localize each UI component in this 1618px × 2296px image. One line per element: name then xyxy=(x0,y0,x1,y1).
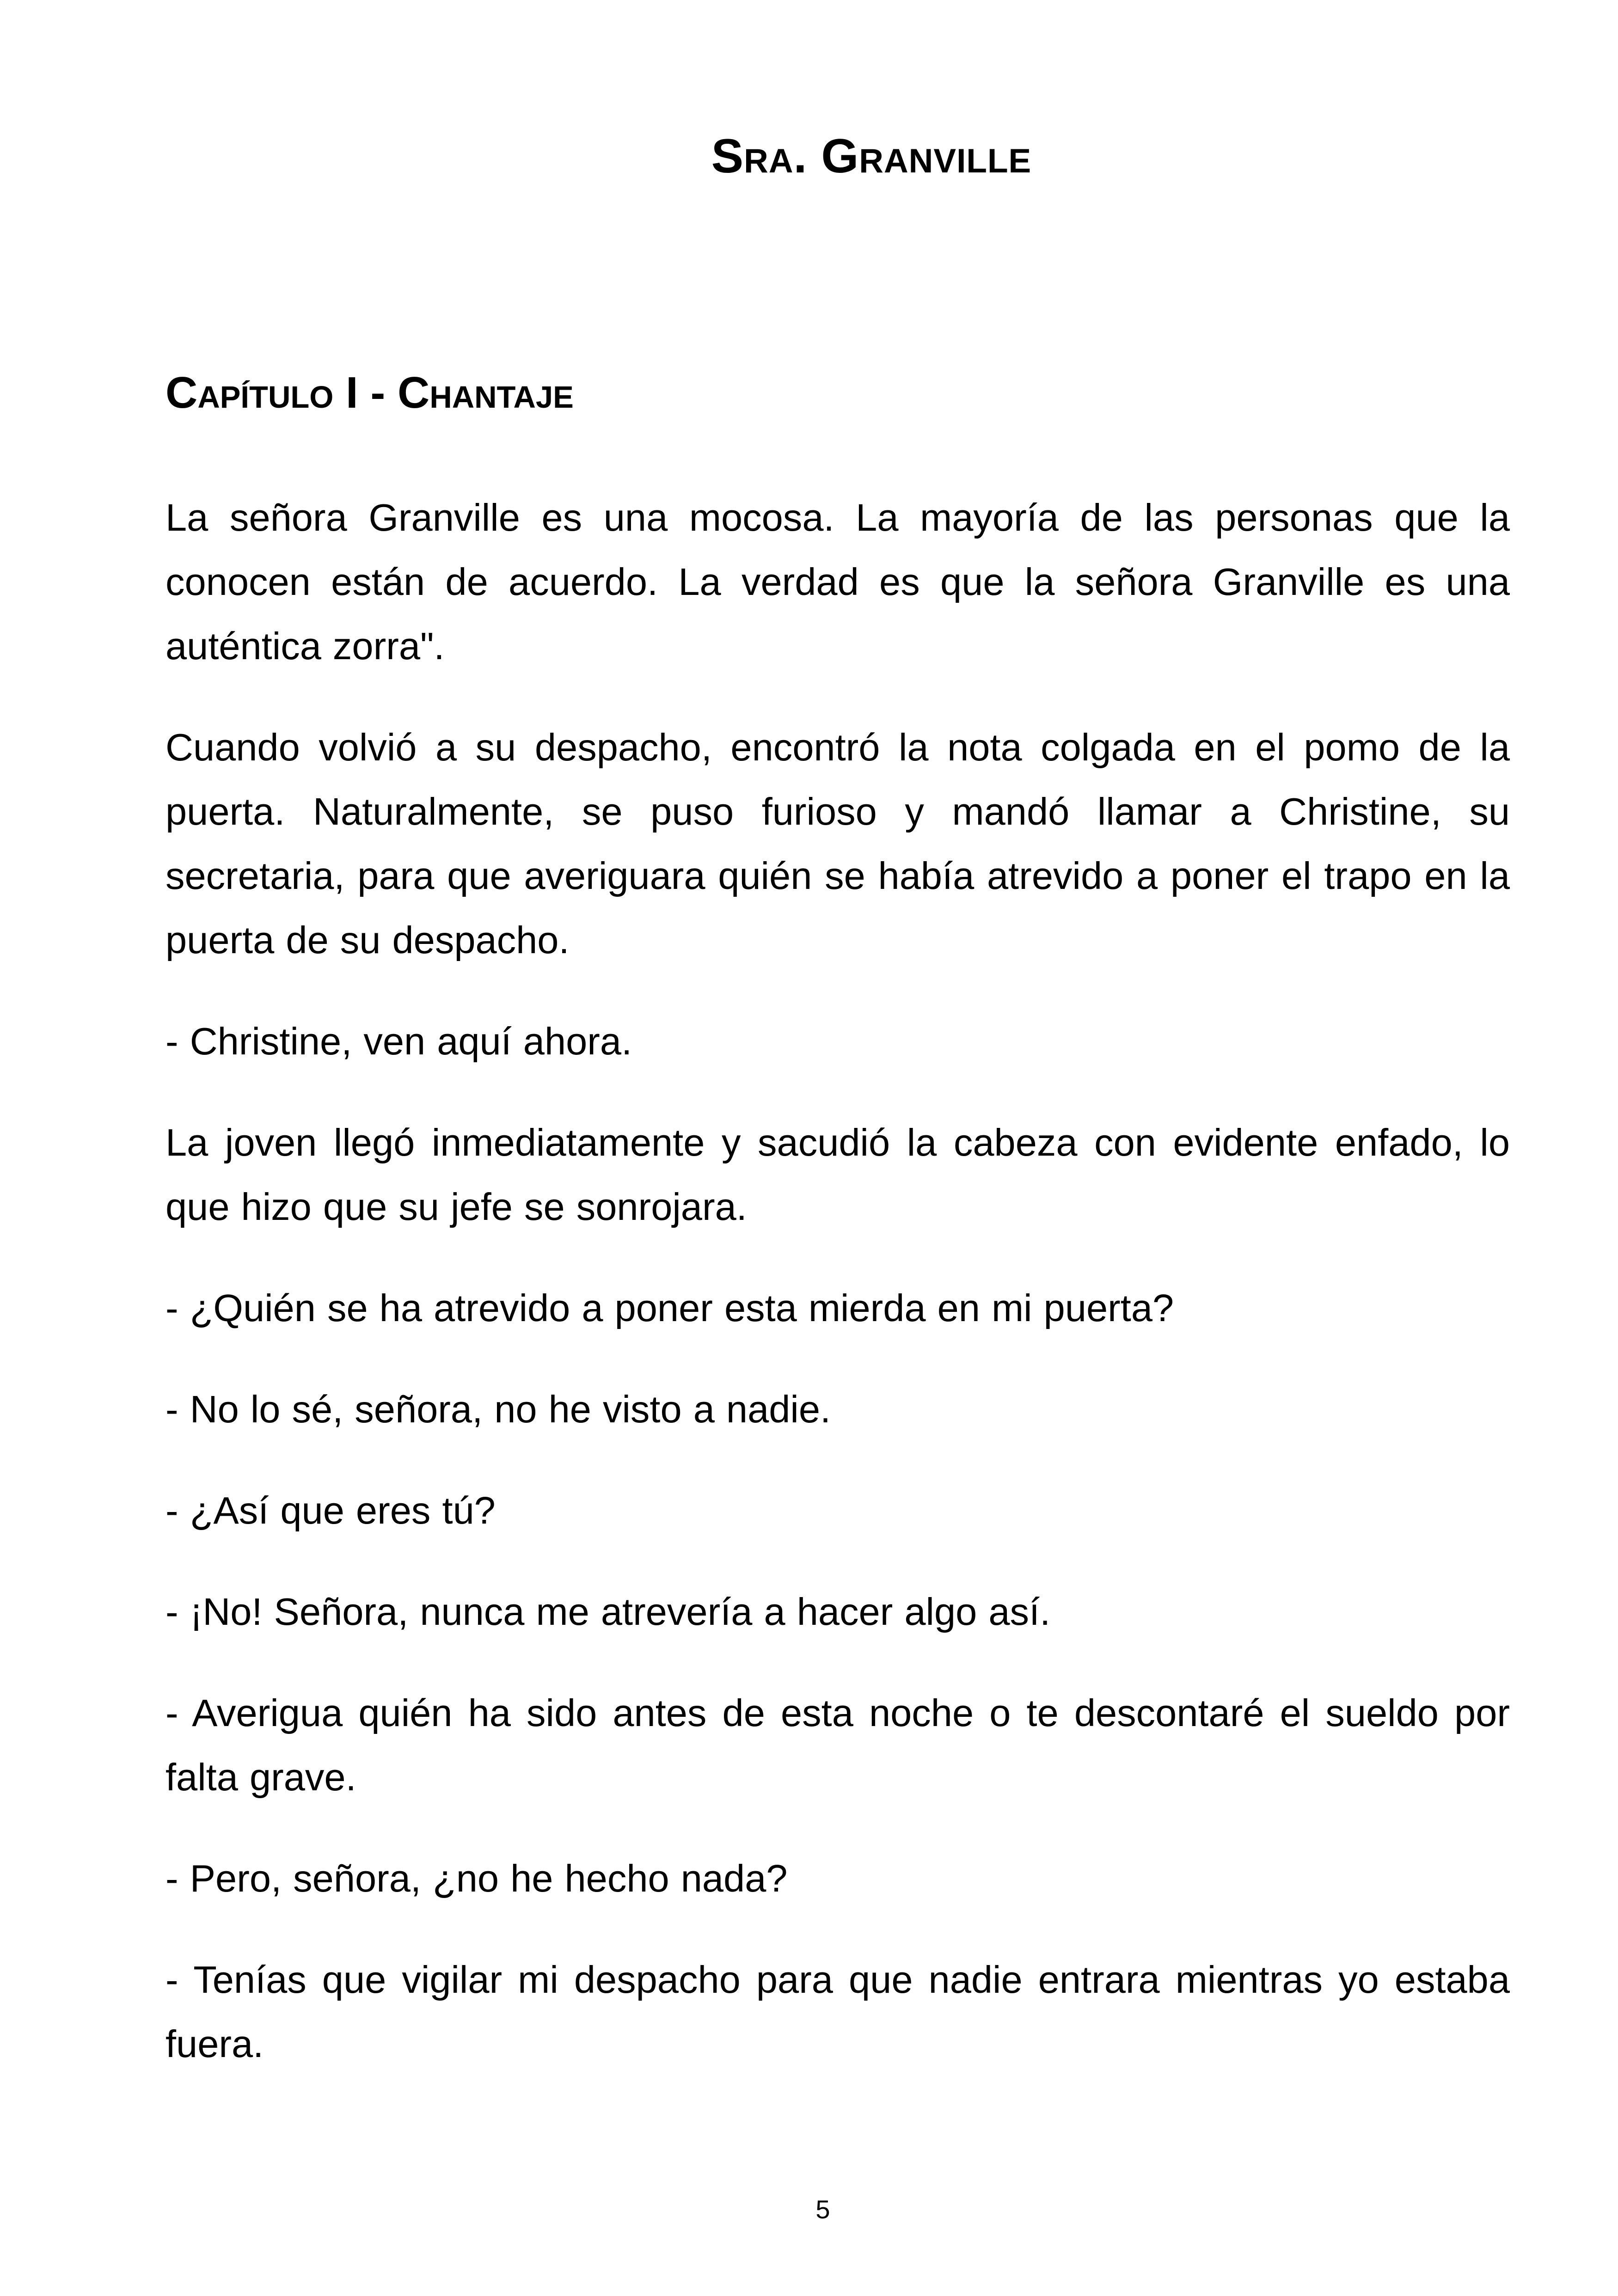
dialogue-line: - No lo sé, señora, no he visto a nadie. xyxy=(165,1388,831,1431)
dialogue-line: - Christine, ven aquí ahora. xyxy=(165,1020,632,1063)
paragraph: Cuando volvió a su despacho, encontró la nota colgada en el pomo de la puerta. Naturalmente, se puso furioso y mandó llamar a Christine, su secretaria, para que averiguara quién se había atrevido a poner el trapo en la puerta de su despacho. xyxy=(165,726,1510,961)
dialogue-line: - ¿Así que eres tú? xyxy=(165,1489,496,1532)
dialogue-line: - Tenías que vigilar mi despacho para que nadie entrara mientras yo estaba fuera. xyxy=(165,1958,1510,2065)
page-number: 5 xyxy=(815,2195,830,2224)
chapter-body xyxy=(165,485,1510,2113)
dialogue-line: - ¡No! Señora, nunca me atrevería a hacer algo así. xyxy=(165,1590,1051,1633)
paragraph: La señora Granville es una mocosa. La mayoría de las personas que la conocen están de acuerdo. La verdad es que la señora Granville es una auténtica zorra". xyxy=(165,496,1510,667)
dialogue-line: - Averigua quién ha sido antes de esta noche o te descontaré el sueldo por falta grave. xyxy=(165,1691,1510,1799)
paragraph: La joven llegó inmediatamente y sacudió la cabeza con evidente enfado, lo que hizo que su jefe se sonrojara. xyxy=(165,1121,1510,1228)
dialogue-line: - Pero, señora, ¿no he hecho nada? xyxy=(165,1857,788,1900)
book-title: Sra. Granville xyxy=(711,129,1032,183)
chapter-title: Capítulo I - Chantaje xyxy=(165,368,574,417)
dialogue-line: - ¿Quién se ha atrevido a poner esta mierda en mi puerta? xyxy=(165,1286,1174,1329)
